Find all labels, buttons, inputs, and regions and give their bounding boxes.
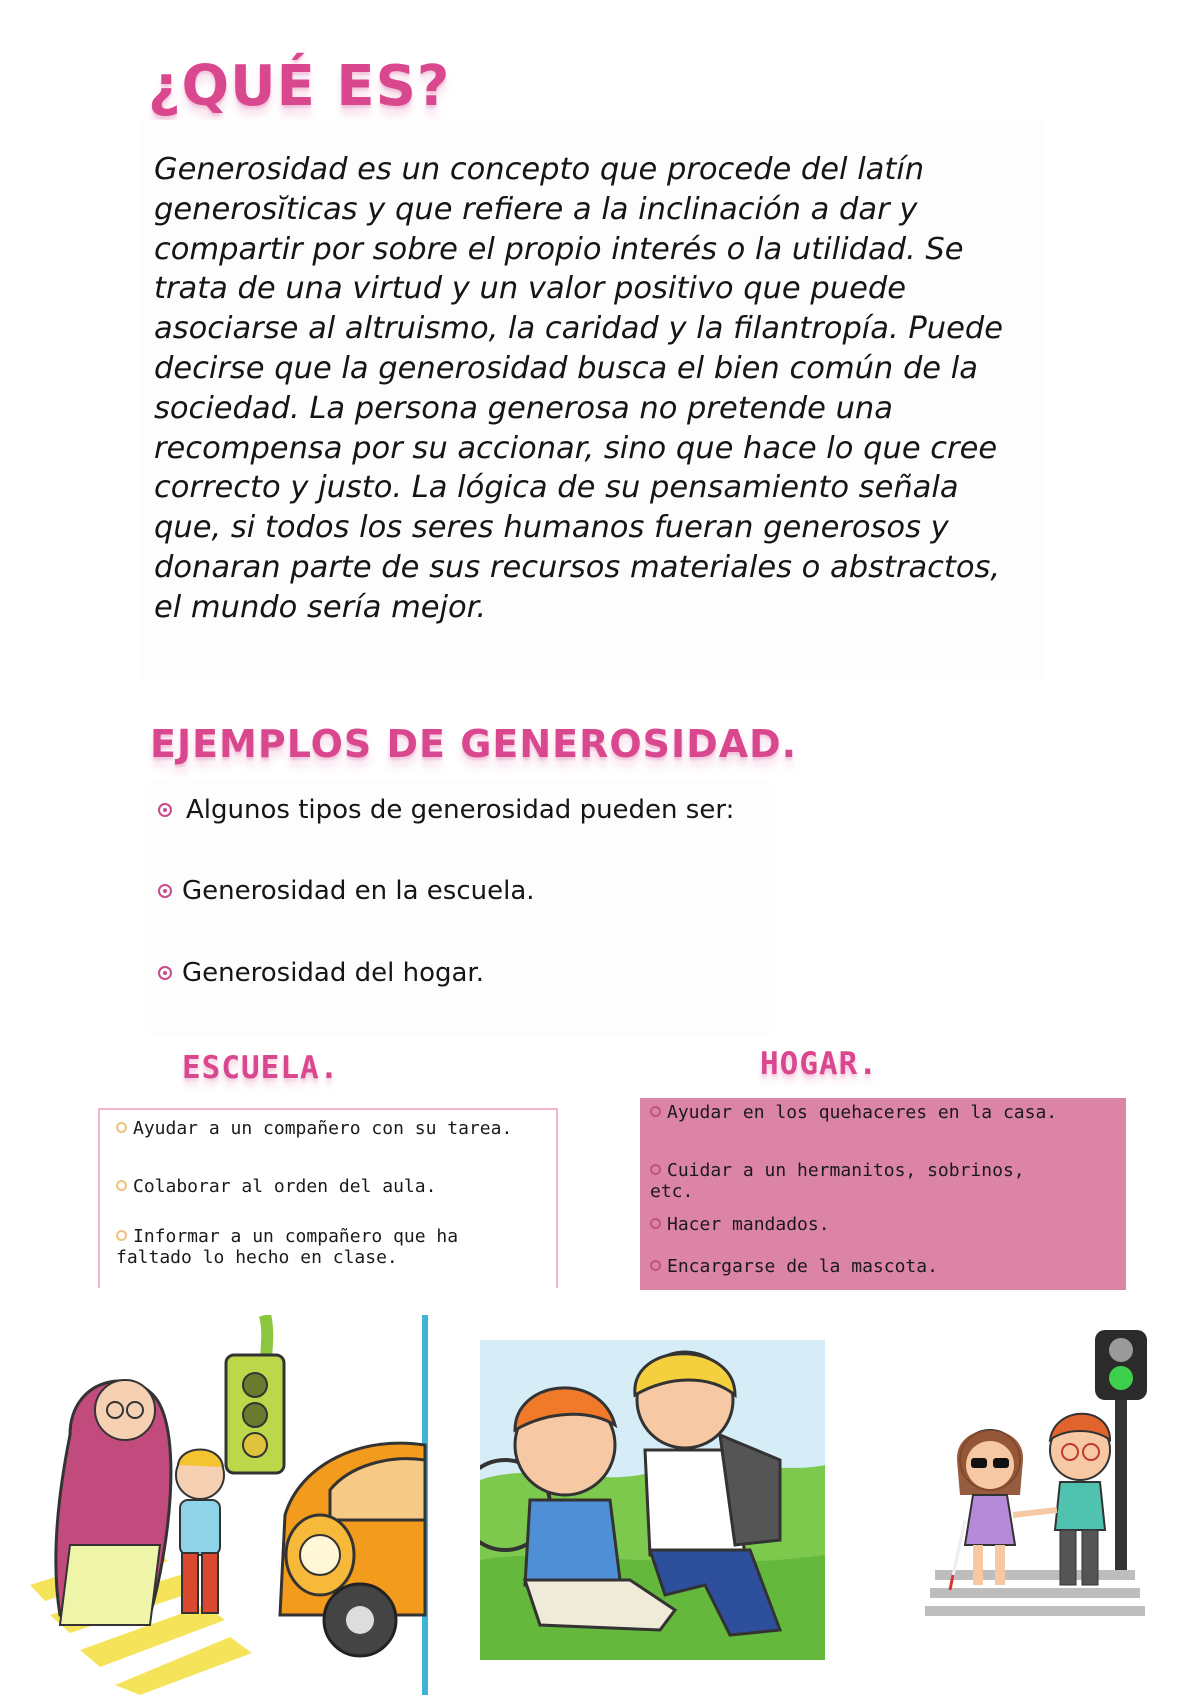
list-item: Hacer mandados. — [650, 1214, 1110, 1235]
bullet-icon — [650, 1218, 661, 1229]
bullet-icon — [158, 803, 172, 817]
hogar-title: HOGAR. — [760, 1046, 878, 1082]
bullet-icon — [158, 966, 172, 980]
bullet-icon — [650, 1164, 661, 1175]
definition-paragraph: Generosidad es un concepto que procede del latín generosĭticas y que refiere a la inclinación a dar y compartir por sobre el propio interés o la utilidad. Se trata de una virtud y un valor positivo que puede asociarse al altruismo, la caridad y la filantropía. Puede decirse que la generosidad busca el bien común de la sociedad. La persona generosa no pretende una recompensa por su accionar, sino que hace lo que cree correcto y justo. La lógica de su pensamiento señala que, si todos los seres humanos fueran generosos y donaran parte de sus recursos materiales o abstractos, el mundo sería mejor. — [154, 152, 1003, 625]
boy-helping-grandma-cross-street-illustration — [30, 1315, 430, 1695]
boy-helping-injured-friend-illustration — [480, 1340, 825, 1660]
bullet-icon — [650, 1106, 661, 1117]
bullet-icon — [650, 1260, 661, 1271]
ejemplos-title: EJEMPLOS DE GENEROSIDAD. — [150, 722, 798, 766]
list-item: Colaborar al orden del aula. — [116, 1176, 541, 1197]
bullet-icon — [116, 1122, 127, 1133]
boy-guiding-blind-girl-crosswalk-illustration — [895, 1320, 1180, 1640]
escuela-title: ESCUELA. — [182, 1050, 340, 1086]
list-item: Ayudar en los quehaceres en la casa. — [650, 1102, 1110, 1123]
bullet-icon — [116, 1230, 127, 1241]
list-item: Cuidar a un hermanitos, sobrinos, etc. — [650, 1160, 1025, 1202]
list-item: Informar a un compañero que ha faltado lo hecho en clase. — [116, 1226, 459, 1268]
bullet-icon — [158, 884, 172, 898]
escuela-box — [98, 1108, 558, 1288]
bullet-icon — [116, 1180, 127, 1191]
que-es-title: ¿QUÉ ES? — [148, 54, 451, 119]
list-item: Generosidad en la escuela. — [158, 876, 535, 906]
list-item: Algunos tipos de generosidad pueden ser: — [158, 795, 734, 825]
list-item: Ayudar a un compañero con su tarea. — [116, 1118, 541, 1139]
list-item: Generosidad del hogar. — [158, 958, 484, 988]
hogar-box — [640, 1098, 1126, 1290]
list-item: Encargarse de la mascota. — [650, 1256, 1110, 1277]
